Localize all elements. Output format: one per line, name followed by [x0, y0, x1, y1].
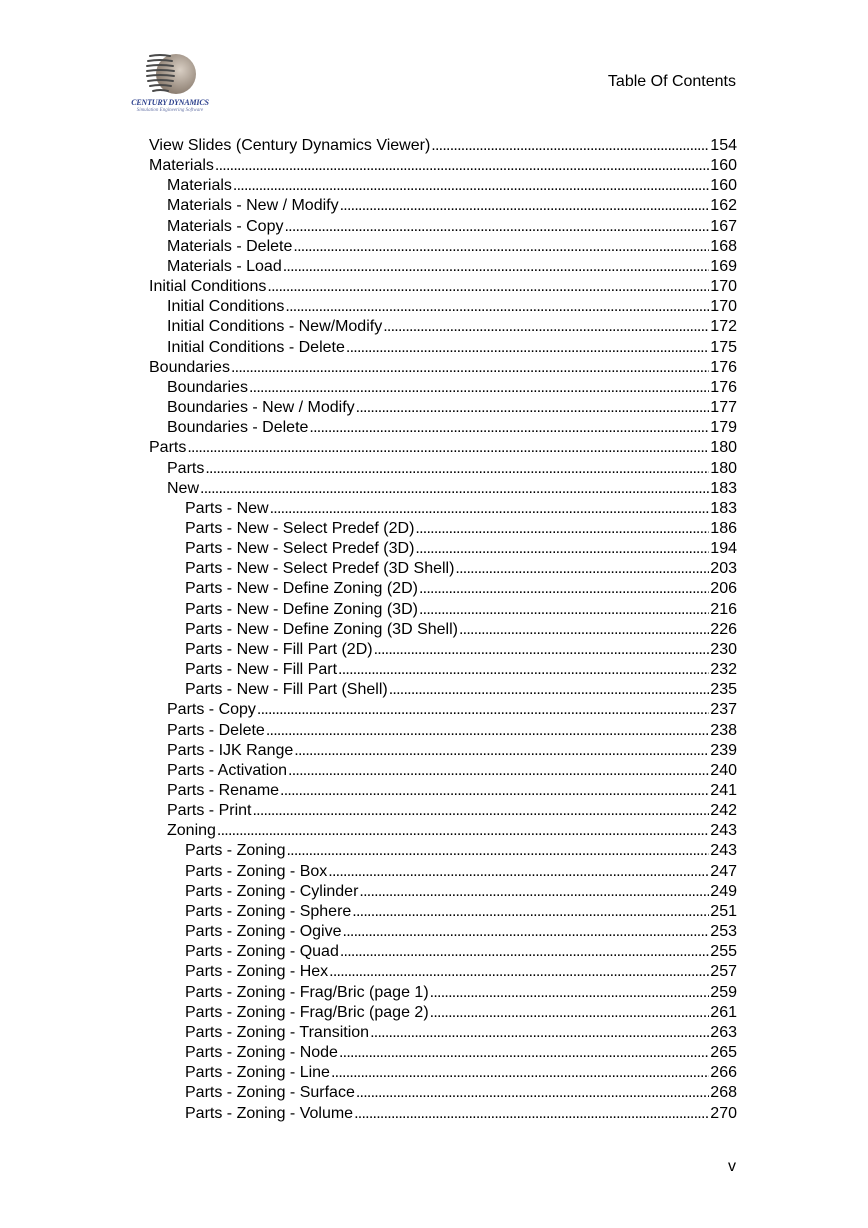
toc-entry-page: 240: [710, 761, 737, 779]
toc-entry[interactable]: [149, 680, 737, 700]
toc-entry-title: Materials: [149, 157, 214, 175]
toc-entry-page: 160: [710, 157, 737, 175]
toc-dot-leader: [217, 821, 709, 841]
toc-dot-leader: [187, 438, 709, 458]
toc-entry-page: 230: [710, 640, 737, 658]
toc-dot-leader: [356, 398, 710, 418]
toc-dot-leader: [249, 378, 709, 398]
toc-entry[interactable]: [149, 640, 737, 660]
toc-dot-leader: [415, 539, 709, 559]
toc-entry-title: Zoning: [167, 822, 216, 840]
toc-entry-page: 242: [710, 802, 737, 820]
toc-entry[interactable]: [149, 821, 737, 841]
toc-entry-page: 180: [710, 459, 737, 477]
toc-dot-leader: [205, 459, 709, 479]
toc-entry[interactable]: [149, 962, 737, 982]
toc-entry-title: Parts - New: [185, 499, 269, 517]
toc-entry[interactable]: [149, 499, 737, 519]
toc-entry[interactable]: [149, 841, 737, 861]
page-number: v: [728, 1158, 736, 1175]
toc-entry-title: Materials - Load: [167, 257, 282, 275]
toc-dot-leader: [294, 741, 709, 761]
toc-entry-page: 167: [710, 217, 737, 235]
toc-entry-page: 238: [710, 721, 737, 739]
toc-entry-page: 266: [710, 1064, 737, 1082]
toc-entry-title: Parts - IJK Range: [167, 741, 294, 759]
toc-entry[interactable]: [149, 741, 737, 761]
toc-dot-leader: [284, 217, 709, 237]
toc-dot-leader: [459, 620, 709, 640]
toc-entry-title: Boundaries: [167, 378, 248, 396]
toc-dot-leader: [200, 479, 709, 499]
toc-entry-page: 183: [710, 499, 737, 517]
toc-entry-title: Parts - New - Define Zoning (3D Shell): [185, 620, 458, 638]
toc-entry[interactable]: [149, 922, 737, 942]
toc-entry[interactable]: [149, 358, 737, 378]
toc-entry-title: Parts - Zoning - Sphere: [185, 902, 352, 920]
toc-entry-title: Parts: [167, 459, 205, 477]
toc-entry-page: 257: [710, 963, 737, 981]
toc-entry[interactable]: [149, 1023, 737, 1043]
toc-entry-title: Parts - Zoning - Ogive: [185, 923, 342, 941]
toc-entry-title: Parts - Delete: [167, 721, 265, 739]
toc-entry[interactable]: [149, 721, 737, 741]
toc-entry-page: 251: [710, 902, 737, 920]
toc-dot-leader: [354, 1104, 709, 1124]
toc-entry-title: Parts - Activation: [167, 761, 288, 779]
toc-dot-leader: [419, 579, 709, 599]
toc-entry-page: 249: [710, 882, 737, 900]
toc-entry-title: Parts - New - Select Predef (3D): [185, 540, 415, 558]
toc-entry-title: Initial Conditions: [149, 278, 267, 296]
toc-entry[interactable]: [149, 700, 737, 720]
toc-entry[interactable]: [149, 257, 737, 277]
toc-entry-page: 243: [710, 822, 737, 840]
toc-entry[interactable]: [149, 338, 737, 358]
toc-entry[interactable]: [149, 136, 737, 156]
toc-entry[interactable]: [149, 942, 737, 962]
toc-entry-page: 176: [710, 358, 737, 376]
toc-entry[interactable]: [149, 398, 737, 418]
toc-entry-page: 216: [710, 600, 737, 618]
century-dynamics-logo-icon: [140, 50, 200, 98]
toc-entry-title: Parts - New - Select Predef (2D): [185, 519, 415, 537]
toc-entry-page: 239: [710, 741, 737, 759]
toc-entry[interactable]: [149, 660, 737, 680]
toc-entry-page: 175: [710, 338, 737, 356]
toc-entry-page: 206: [710, 580, 737, 598]
toc-entry[interactable]: [149, 761, 737, 781]
toc-entry-title: Parts - Zoning - Node: [185, 1044, 338, 1062]
toc-entry-page: 261: [710, 1003, 737, 1021]
toc-entry-title: Parts - Zoning - Transition: [185, 1023, 370, 1041]
toc-entry-page: 170: [710, 298, 737, 316]
toc-entry-title: Parts - Zoning: [185, 842, 286, 860]
toc-entry-title: Boundaries: [149, 358, 230, 376]
toc-dot-leader: [343, 922, 710, 942]
toc-entry-page: 263: [710, 1023, 737, 1041]
toc-dot-leader: [339, 1043, 709, 1063]
toc-entry[interactable]: [149, 418, 737, 438]
logo-tagline: Simulation Engineering Software: [136, 108, 204, 113]
toc-dot-leader: [215, 156, 709, 176]
toc-dot-leader: [286, 841, 709, 861]
running-head: Table Of Contents: [607, 73, 736, 90]
toc-dot-leader: [252, 801, 709, 821]
toc-entry[interactable]: [149, 620, 737, 640]
toc-entry[interactable]: [149, 801, 737, 821]
toc-entry-title: Parts - New - Select Predef (3D Shell): [185, 560, 455, 578]
toc-dot-leader: [431, 136, 709, 156]
toc-entry-page: 253: [710, 923, 737, 941]
toc-entry-title: View Slides (Century Dynamics Viewer): [149, 137, 431, 154]
toc-entry[interactable]: [149, 600, 737, 620]
toc-entry-page: 235: [710, 681, 737, 699]
toc-dot-leader: [288, 761, 709, 781]
toc-entry-page: 255: [710, 943, 737, 961]
toc-dot-leader: [266, 721, 709, 741]
toc-entry-page: 179: [710, 419, 737, 437]
toc-dot-leader: [340, 942, 709, 962]
toc-entry-page: 160: [710, 177, 737, 195]
toc-entry-page: 241: [710, 782, 737, 799]
toc-entry[interactable]: [149, 519, 737, 539]
toc-entry-title: Parts - New - Fill Part: [185, 661, 338, 679]
toc-entry[interactable]: [149, 277, 737, 297]
toc-dot-leader: [257, 700, 709, 720]
toc-entry[interactable]: [149, 1083, 737, 1103]
toc-dot-leader: [419, 600, 709, 620]
toc-entry-page: 268: [710, 1084, 737, 1102]
toc-entry-title: Boundaries - New / Modify: [167, 399, 355, 417]
toc-entry-page: 172: [710, 318, 737, 336]
toc-entry[interactable]: [149, 882, 737, 902]
toc-dot-leader: [383, 317, 709, 337]
toc-dot-leader: [340, 196, 710, 216]
toc-dot-leader: [309, 418, 709, 438]
toc-entry[interactable]: [149, 297, 737, 317]
toc-entry-page: 183: [710, 479, 737, 497]
toc-entry[interactable]: [149, 1003, 737, 1023]
toc-entry-page: 186: [710, 519, 737, 537]
toc-dot-leader: [331, 1063, 709, 1083]
toc-dot-leader: [374, 640, 710, 660]
toc-entry[interactable]: [149, 217, 737, 237]
toc-entry-page: 177: [710, 399, 737, 417]
toc-entry-title: Boundaries - Delete: [167, 419, 309, 437]
toc-entry[interactable]: [149, 317, 737, 337]
toc-entry-title: Materials: [167, 177, 232, 195]
toc-entry-title: Materials - Copy: [167, 217, 284, 235]
toc-entry-page: 232: [710, 661, 737, 679]
toc-dot-leader: [338, 660, 709, 680]
toc-entry[interactable]: [149, 459, 737, 479]
toc-entry-title: Parts - Print: [167, 802, 252, 820]
toc-entry[interactable]: [149, 176, 737, 196]
toc-entry-page: 270: [710, 1104, 737, 1122]
toc-entry[interactable]: [149, 539, 737, 559]
toc-dot-leader: [356, 1083, 709, 1103]
toc-entry-page: 169: [710, 257, 737, 275]
toc-dot-leader: [270, 499, 710, 519]
toc-dot-leader: [370, 1023, 709, 1043]
toc-entry-page: 176: [710, 378, 737, 396]
logo-text: CENTURY DYNAMICS: [131, 98, 209, 107]
toc-entry-page: 243: [710, 842, 737, 860]
toc-entry[interactable]: [149, 156, 737, 176]
toc-entry-title: Parts - Zoning - Frag/Bric (page 1): [185, 983, 429, 1001]
toc-entry-page: 162: [710, 197, 737, 215]
toc-dot-leader: [280, 781, 709, 801]
toc-entry[interactable]: [149, 862, 737, 882]
toc-entry-page: 226: [710, 620, 737, 638]
toc-dot-leader: [455, 559, 709, 579]
toc-entry[interactable]: [149, 1063, 737, 1083]
toc-entry-title: Parts - Zoning - Box: [185, 862, 328, 880]
toc-entry-page: 180: [710, 439, 737, 457]
toc-dot-leader: [430, 983, 710, 1003]
toc-dot-leader: [389, 680, 710, 700]
toc-dot-leader: [329, 962, 709, 982]
toc-entry-title: Parts - Copy: [167, 701, 256, 719]
toc-entry-page: 247: [710, 862, 737, 880]
toc-dot-leader: [328, 862, 709, 882]
toc-entry-page: 194: [710, 540, 737, 558]
toc-entry-page: 203: [710, 560, 737, 578]
toc-entry-page: 259: [710, 983, 737, 1001]
table-of-contents: [149, 136, 737, 1124]
toc-dot-leader: [415, 519, 709, 539]
toc-entry[interactable]: [149, 983, 737, 1003]
toc-dot-leader: [283, 257, 710, 277]
toc-dot-leader: [430, 1003, 710, 1023]
toc-entry-title: New: [167, 479, 200, 497]
toc-entry-title: Parts - Zoning - Line: [185, 1064, 330, 1082]
toc-entry[interactable]: [149, 579, 737, 599]
toc-entry-title: Parts - Zoning - Volume: [185, 1104, 354, 1122]
toc-dot-leader: [267, 277, 709, 297]
toc-entry-title: Initial Conditions: [167, 298, 285, 316]
toc-entry-page: 154: [710, 137, 737, 154]
company-logo: [128, 50, 212, 118]
toc-entry[interactable]: [149, 1043, 737, 1063]
toc-entry[interactable]: [149, 378, 737, 398]
toc-entry-title: Parts - New - Fill Part (2D): [185, 640, 373, 658]
toc-entry[interactable]: [149, 1104, 737, 1124]
toc-entry-title: Parts - Zoning - Frag/Bric (page 2): [185, 1003, 429, 1021]
toc-entry-title: Parts - Zoning - Quad: [185, 943, 339, 961]
toc-entry-title: Materials - Delete: [167, 237, 293, 255]
toc-dot-leader: [346, 338, 709, 358]
toc-entry-title: Parts - Zoning - Cylinder: [185, 882, 359, 900]
toc-entry-title: Parts - New - Define Zoning (3D): [185, 600, 418, 618]
toc-entry-title: Initial Conditions - Delete: [167, 338, 345, 356]
toc-entry-page: 170: [710, 278, 737, 296]
toc-entry-title: Initial Conditions - New/Modify: [167, 318, 383, 336]
toc-dot-leader: [352, 902, 709, 922]
toc-dot-leader: [285, 297, 709, 317]
toc-dot-leader: [233, 176, 709, 196]
toc-entry-title: Parts - Zoning - Hex: [185, 963, 329, 981]
toc-dot-leader: [293, 237, 709, 257]
toc-entry-page: 265: [710, 1044, 737, 1062]
toc-entry[interactable]: [149, 781, 737, 801]
toc-entry-title: Parts - New - Fill Part (Shell): [185, 681, 388, 699]
toc-entry-title: Parts - Zoning - Surface: [185, 1084, 355, 1102]
toc-entry[interactable]: [149, 196, 737, 216]
toc-entry[interactable]: [149, 479, 737, 499]
toc-entry-page: 237: [710, 701, 737, 719]
toc-entry-title: Parts: [149, 439, 187, 457]
toc-dot-leader: [231, 358, 709, 378]
toc-entry[interactable]: [149, 559, 737, 579]
toc-entry[interactable]: [149, 438, 737, 458]
toc-entry-title: Materials - New / Modify: [167, 197, 339, 215]
toc-dot-leader: [359, 882, 709, 902]
toc-entry[interactable]: [149, 237, 737, 257]
toc-entry[interactable]: [149, 902, 737, 922]
toc-entry-title: Parts - Rename: [167, 782, 280, 799]
toc-entry-page: 168: [710, 237, 737, 255]
toc-entry-title: Parts - New - Define Zoning (2D): [185, 580, 418, 598]
